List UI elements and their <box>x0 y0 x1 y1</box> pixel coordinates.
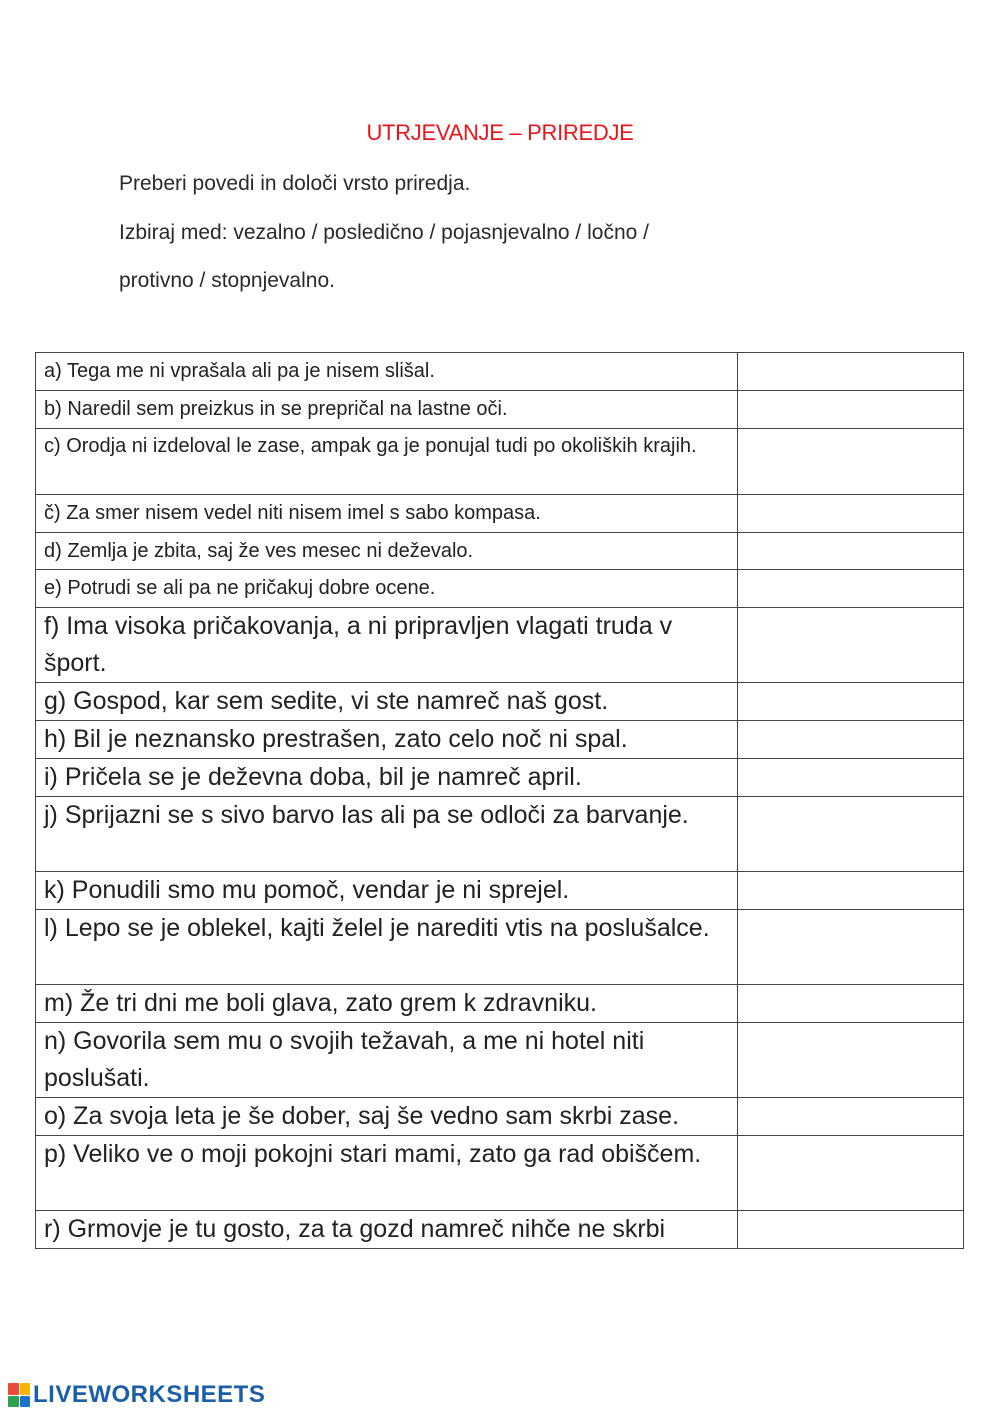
table-row <box>36 608 964 683</box>
sentence-text: m) Že tri dni me boli glava, zato grem k zdravniku. <box>36 985 738 1023</box>
answer-input[interactable] <box>746 429 955 452</box>
answer-input[interactable] <box>746 721 955 744</box>
answer-input[interactable] <box>746 910 955 933</box>
answer-cell <box>738 1211 964 1249</box>
liveworksheets-logo-icon <box>8 1383 30 1407</box>
sentence-text: j) Sprijazni se s sivo barvo las ali pa se odloči za barvanje. <box>36 797 738 872</box>
answer-input[interactable] <box>746 872 955 895</box>
table-row <box>36 910 964 985</box>
sentence-text: p) Veliko ve o moji pokojni stari mami, zato ga rad obiščem. <box>36 1136 738 1211</box>
answer-cell <box>738 391 964 429</box>
sentence-text: b) Naredil sem preizkus in se prepričal na lastne oči. <box>36 391 738 429</box>
answer-cell <box>738 985 964 1023</box>
exercise-table <box>35 352 964 1249</box>
table-row <box>36 353 964 391</box>
answer-cell <box>738 608 964 683</box>
table-row <box>36 1098 964 1136</box>
answer-cell <box>738 683 964 721</box>
answer-cell <box>738 570 964 608</box>
table-row <box>36 391 964 429</box>
answer-cell <box>738 910 964 985</box>
answer-input[interactable] <box>746 533 955 556</box>
logo-square <box>8 1383 19 1395</box>
worksheet-title: UTRJEVANJE – PRIREDJE <box>366 120 634 145</box>
answer-input[interactable] <box>746 570 955 593</box>
table-row <box>36 683 964 721</box>
table-row <box>36 797 964 872</box>
table-row <box>36 570 964 608</box>
table-row <box>36 721 964 759</box>
answer-input[interactable] <box>746 759 955 782</box>
answer-cell <box>738 721 964 759</box>
answer-cell <box>738 759 964 797</box>
answer-input[interactable] <box>746 1098 955 1121</box>
instruction-line-3: protivno / stopnjevalno. <box>119 269 335 292</box>
sentence-text: k) Ponudili smo mu pomoč, vendar je ni sprejel. <box>36 872 738 910</box>
answer-cell <box>738 1136 964 1211</box>
answer-input[interactable] <box>746 353 955 376</box>
logo-square <box>20 1383 31 1395</box>
table-row <box>36 759 964 797</box>
table-row <box>36 533 964 570</box>
answer-cell <box>738 797 964 872</box>
table-row <box>36 495 964 533</box>
sentence-text: d) Zemlja je zbita, saj že ves mesec ni deževalo. <box>36 533 738 570</box>
logo-square <box>20 1396 31 1408</box>
answer-input[interactable] <box>746 1023 955 1046</box>
sentence-text: e) Potrudi se ali pa ne pričakuj dobre ocene. <box>36 570 738 608</box>
sentence-text: h) Bil je neznansko prestrašen, zato celo noč ni spal. <box>36 721 738 759</box>
table-row <box>36 1136 964 1211</box>
table-row <box>36 872 964 910</box>
sentence-text: r) Grmovje je tu gosto, za ta gozd namreč nihče ne skrbi <box>36 1211 738 1249</box>
sentence-text: l) Lepo se je oblekel, kajti želel je narediti vtis na poslušalce. <box>36 910 738 985</box>
sentence-text: c) Orodja ni izdeloval le zase, ampak ga je ponujal tudi po okoliških krajih. <box>36 429 738 495</box>
answer-input[interactable] <box>746 608 955 631</box>
answer-input[interactable] <box>746 495 955 518</box>
answer-cell <box>738 1023 964 1098</box>
answer-cell <box>738 872 964 910</box>
answer-cell <box>738 495 964 533</box>
logo-text: LIVEWORKSHEETS <box>33 1381 266 1408</box>
answer-input[interactable] <box>746 1211 955 1234</box>
sentence-text: g) Gospod, kar sem sedite, vi ste namreč naš gost. <box>36 683 738 721</box>
instruction-line-1: Preberi povedi in določi vrsto priredja. <box>119 172 471 195</box>
answer-input[interactable] <box>746 391 955 414</box>
answer-input[interactable] <box>746 1136 955 1159</box>
answer-cell <box>738 429 964 495</box>
table-row <box>36 985 964 1023</box>
answer-cell <box>738 533 964 570</box>
table-row <box>36 429 964 495</box>
answer-cell <box>738 1098 964 1136</box>
liveworksheets-logo <box>8 1381 265 1409</box>
answer-cell <box>738 353 964 391</box>
logo-square <box>8 1396 19 1408</box>
instruction-line-2: Izbiraj med: vezalno / posledično / pojasnjevalno / ločno / <box>119 221 649 244</box>
sentence-text: f) Ima visoka pričakovanja, a ni pripravljen vlagati truda v šport. <box>36 608 738 683</box>
sentence-text: č) Za smer nisem vedel niti nisem imel s sabo kompasa. <box>36 495 738 533</box>
table-row <box>36 1211 964 1249</box>
table-row <box>36 1023 964 1098</box>
answer-input[interactable] <box>746 683 955 706</box>
answer-input[interactable] <box>746 985 955 1008</box>
sentence-text: a) Tega me ni vprašala ali pa je nisem slišal. <box>36 353 738 391</box>
sentence-text: i) Pričela se je deževna doba, bil je namreč april. <box>36 759 738 797</box>
sentence-text: n) Govorila sem mu o svojih težavah, a me ni hotel niti poslušati. <box>36 1023 738 1098</box>
answer-input[interactable] <box>746 797 955 820</box>
sentence-text: o) Za svoja leta je še dober, saj še vedno sam skrbi zase. <box>36 1098 738 1136</box>
